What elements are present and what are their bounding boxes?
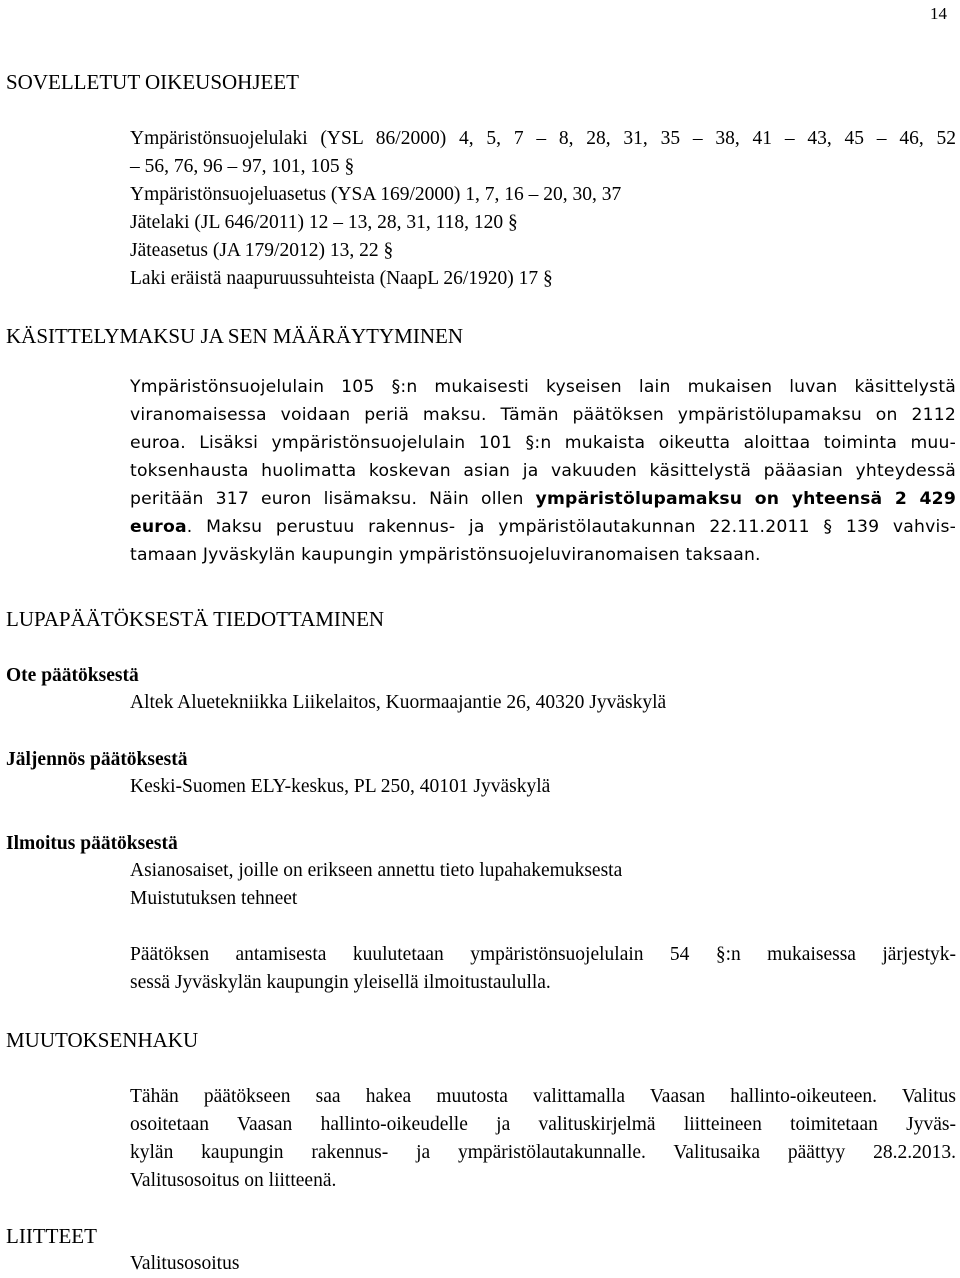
copy-recipient: Altek Aluetekniikka Liikelaitos, Kuormaajantie 26, 40320 Jyväskylä: [130, 692, 667, 713]
appeal-line: kylän kaupungin rakennus- ja ympäristölautakunnalle. Valitusaika päättyy 28.2.2013.: [130, 1142, 956, 1163]
announce-line: sessä Jyväskylän kaupungin yleisellä ilmoitustaululla.: [130, 972, 551, 993]
fee-line: euroa. Lisäksi ympäristönsuojelulain 101 §:n mukaista oikeutta aloittaa toiminta muu-: [130, 433, 956, 453]
announce-heading: Ilmoitus päätöksestä: [6, 833, 178, 854]
duplicate-recipient: Keski-Suomen ELY-keskus, PL 250, 40101 Jyväskylä: [130, 776, 551, 797]
announce-line: Päätöksen antamisesta kuulutetaan ympäristönsuojelulain 54 §:n mukaisessa järjestyk-: [130, 944, 956, 965]
fee-line-text: peritään 317 euron lisämaksu. Näin ollen: [130, 489, 536, 509]
fee-line: Ympäristönsuojelulain 105 §:n mukaisesti kyseisen lain mukaisen luvan käsittelystä: [130, 377, 956, 397]
announce-recipient: Asianosaiset, joille on erikseen annettu tieto lupahakemuksesta: [130, 860, 623, 881]
fee-line: toksenhausta huolimatta koskevan asian ja vakuuden käsittelystä pääasian yhteydessä: [130, 461, 956, 481]
fee-line: [130, 513, 956, 541]
applied-law-line: Jätelaki (JL 646/2011) 12 – 13, 28, 31, 118, 120 §: [130, 212, 518, 233]
applied-law-line: Jäteasetus (JA 179/2012) 13, 22 §: [130, 240, 394, 261]
section-heading-applied-law: SOVELLETUT OIKEUSOHJEET: [6, 70, 299, 94]
applied-law-line: – 56, 76, 96 – 97, 101, 105 §: [130, 156, 355, 177]
fee-total-currency: euroa: [130, 517, 187, 537]
appeal-line: Tähän päätökseen saa hakea muutosta valittamalla Vaasan hallinto-oikeuteen. Valitus: [130, 1086, 956, 1107]
applied-law-line: Laki eräistä naapuruussuhteista (NaapL 26/1920) 17 §: [130, 268, 553, 289]
applied-law-line: Ympäristönsuojeluasetus (YSA 169/2000) 1, 7, 16 – 20, 30, 37: [130, 184, 622, 205]
section-heading-appeal: MUUTOKSENHAKU: [6, 1028, 199, 1052]
section-heading-attachments: LIITTEET: [6, 1224, 97, 1248]
duplicate-heading: Jäljennös päätöksestä: [6, 749, 188, 770]
fee-line-total: [130, 485, 956, 513]
page-number: 14: [930, 4, 947, 23]
section-heading-fee: KÄSITTELYMAKSU JA SEN MÄÄRÄYTYMINEN: [6, 324, 463, 348]
copy-heading: Ote päätöksestä: [6, 665, 139, 686]
appeal-line: osoitetaan Vaasan hallinto-oikeudelle ja valituskirjelmä liitteineen toimitetaan Jyväs-: [130, 1114, 956, 1135]
applied-law-line: Ympäristönsuojelulaki (YSL 86/2000) 4, 5, 7 – 8, 28, 31, 35 – 38, 41 – 43, 45 – 46, 52: [130, 128, 956, 149]
fee-line: tamaan Jyväskylän kaupungin ympäristönsuojeluviranomaisen taksaan.: [130, 545, 761, 565]
section-heading-notification: LUPAPÄÄTÖKSESTÄ TIEDOTTAMINEN: [6, 607, 385, 631]
announce-recipient: Muistutuksen tehneet: [130, 888, 298, 909]
attachment-item: Valitusosoitus: [130, 1253, 240, 1274]
fee-line: viranomaisessa voidaan periä maksu. Tämän päätöksen ympäristölupamaksu on 2112: [130, 405, 956, 425]
appeal-line: Valitusosoitus on liitteenä.: [130, 1170, 337, 1191]
fee-total-amount: ympäristölupamaksu on yhteensä 2 429: [535, 489, 956, 509]
fee-line-text: . Maksu perustuu rakennus- ja ympäristölautakunnan 22.11.2011 § 139 vahvis-: [186, 517, 956, 537]
